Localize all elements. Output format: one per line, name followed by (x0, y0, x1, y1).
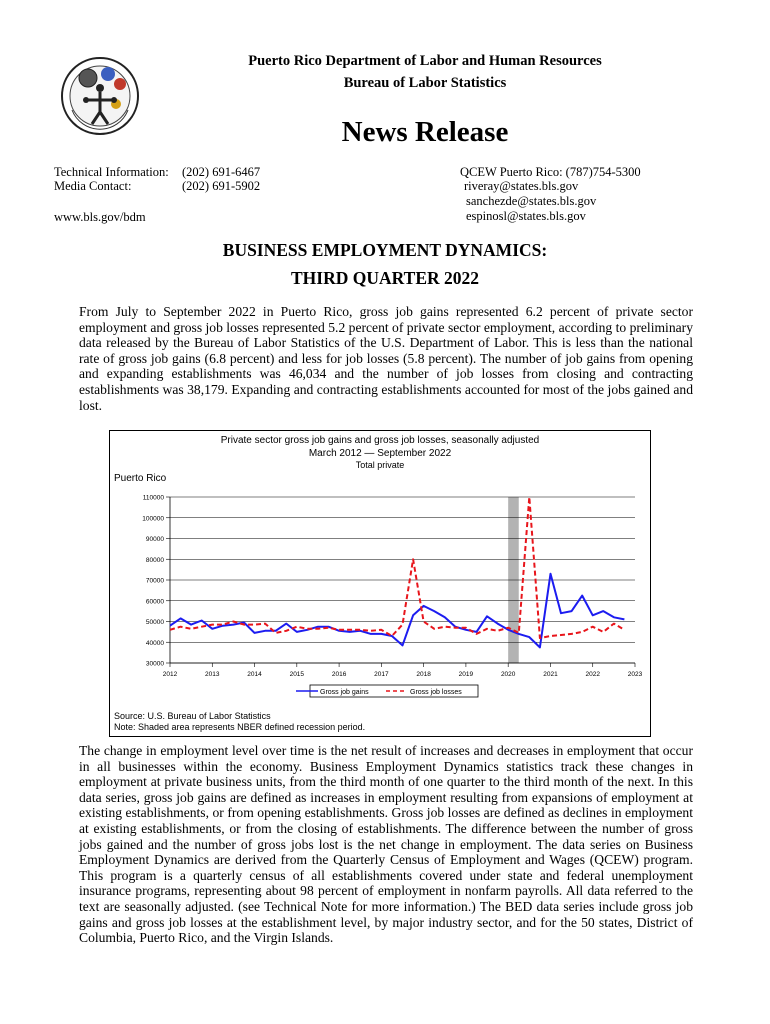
qcew-contact: QCEW Puerto Rico: (787)754-5300 (460, 165, 641, 179)
x-tick-label: 2023 (627, 671, 643, 678)
chart-subtitle2: Total private (355, 460, 405, 470)
x-tick-label: 2021 (543, 671, 558, 678)
x-tick-label: 2012 (162, 671, 178, 678)
y-tick-label: 100000 (142, 515, 164, 523)
x-tick-label: 2017 (374, 671, 389, 678)
legend-label-losses: Gross job losses (410, 689, 462, 696)
legend-label-gains: Gross job gains (320, 689, 369, 696)
y-tick-label: 30000 (145, 660, 164, 668)
chart-note: Note: Shaded area represents NBER defined recession period. (114, 722, 366, 732)
headline-line1: BUSINESS EMPLOYMENT DYNAMICS: (222, 240, 548, 260)
x-tick-label: 2013 (205, 671, 220, 678)
agency-name: Puerto Rico Department of Labor and Human Resources (248, 53, 602, 69)
y-tick-label: 80000 (145, 556, 164, 564)
x-tick-label: 2022 (585, 671, 600, 678)
headline-line2: THIRD QUARTER 2022 (290, 268, 479, 288)
series-line-losses (170, 497, 624, 638)
x-tick-label: 2016 (331, 671, 347, 678)
y-tick-label: 40000 (145, 639, 164, 647)
chart-subtitle: March 2012 — September 2022 (308, 448, 452, 459)
x-tick-label: 2019 (458, 671, 474, 678)
x-tick-label: 2014 (247, 671, 262, 678)
agency-seal-logo (58, 54, 154, 140)
y-tick-label: 110000 (142, 494, 164, 502)
chart-region-label: Puerto Rico (114, 473, 167, 484)
y-tick-label: 90000 (145, 536, 164, 543)
chart-title: Private sector gross job gains and gross job losses, seasonally adjusted (220, 435, 540, 446)
y-tick-label: 50000 (145, 619, 164, 626)
body-paragraph: The change in employment level over time is the net result of increases and decreases in employment that occur in all businesses within the economy. Business Employment Dynamics statistics track these changes in employment at private business units, from the third month of one quarter to the third month of the next. In this data series, gross job gains are defined as increases in employment resulting from expansions of employment at existing establishments, or from opening establishments. Gross job losses are defined as declines in employment at existing establishments, or from the closing of establishments. The difference between the number of gross jobs gained and the number of gross jobs lost is the net change in employment. The data series on Business Employment Dynamics are derived from the Quarterly Census of Employment and Wages (QCEW) program. This program is a quarterly census of all establishments covered under state and federal unemployment insurance programs, representing about 98 percent of employment in nonfarm payrolls. All data referred to the text are seasonally adjusted. (see Technical Note for more information.) The BED data series include gross job gains and gross job losses at the establishment level, by major industry sector, and for the 50 states, District of Columbia, Puerto Rico, and the Virgin Islands. (79, 743, 693, 946)
job-flows-chart (109, 430, 651, 737)
intro-paragraph: From July to September 2022 in Puerto Rico, gross job gains represented 6.2 percent of private sector employment and gross job losses represented 5.2 percent of private sector employment, according to preliminary data released by the Bureau of Labor Statistics of the U.S. Department of Labor. This is less than the national rate of gross job gains (6.8 percent) and less for job losses (5.8 percent). The number of job gains from opening and expanding establishments was 46,034 and the number of job losses from closing and contracting establishments was 38,179. Expanding and contracting establishments accounted for most of the jobs gained and lost. (79, 304, 693, 413)
x-tick-label: 2015 (289, 671, 305, 678)
email-link[interactable]: sanchezde@states.bls.gov (466, 194, 597, 208)
technical-info-phone: (202) 691-6467 (182, 165, 261, 179)
x-tick-label: 2020 (500, 671, 516, 678)
media-contact-label: Media Contact: (54, 179, 132, 193)
website-link[interactable]: www.bls.gov/bdm (54, 210, 146, 224)
x-tick-label: 2018 (416, 671, 431, 678)
chart-source: Source: U.S. Bureau of Labor Statistics (114, 711, 271, 721)
y-tick-label: 60000 (145, 598, 164, 606)
bureau-name: Bureau of Labor Statistics (343, 75, 507, 91)
y-tick-label: 70000 (145, 577, 164, 585)
email-link[interactable]: espinosl@states.bls.gov (466, 209, 586, 223)
media-contact-phone: (202) 691-5902 (182, 179, 261, 193)
email-link[interactable]: riveray@states.bls.gov (464, 179, 579, 193)
technical-info-label: Technical Information: (54, 165, 169, 179)
page-title: News Release (341, 116, 509, 148)
